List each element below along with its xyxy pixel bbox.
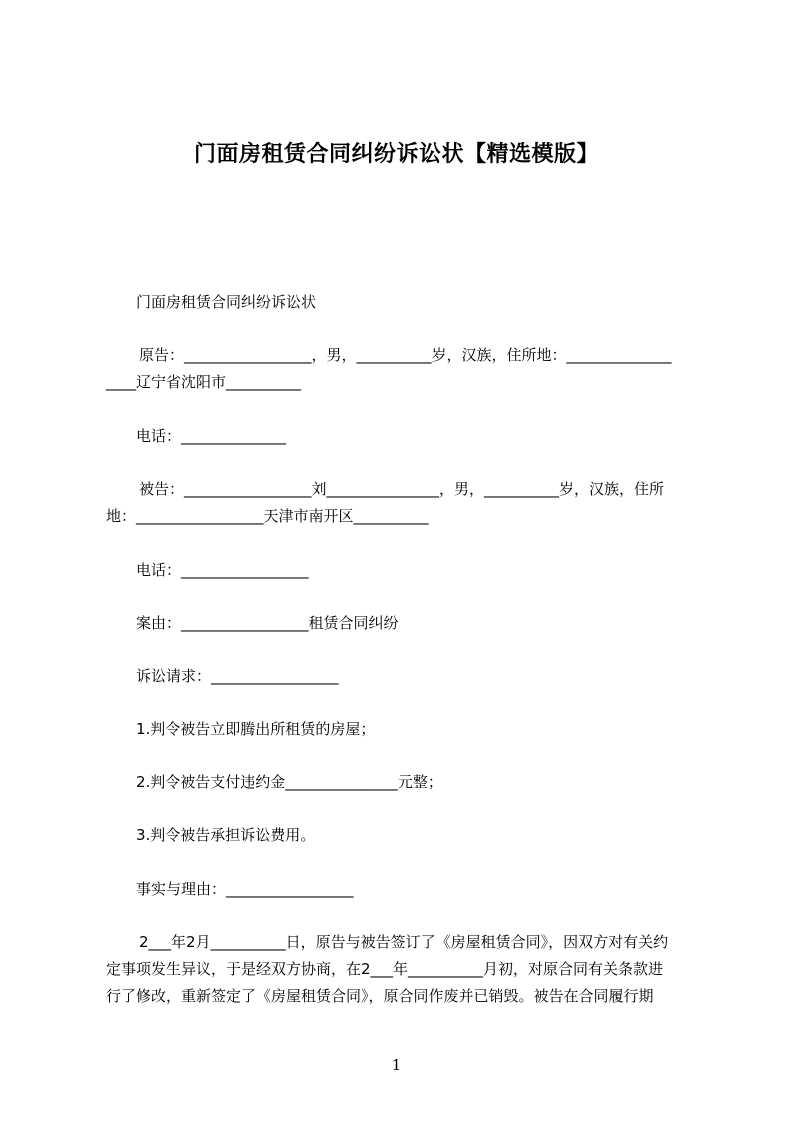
plaintiff-line-1: 原告：_________________，男，__________岁，汉族，住所地：______________ <box>139 346 672 364</box>
case-cause: 案由：_________________租赁合同纠纷 <box>136 614 399 632</box>
plaintiff-phone: 电话：______________ <box>136 427 287 445</box>
plaintiff-line-2: ____辽宁省沈阳市__________ <box>106 373 302 391</box>
document-subtitle: 门面房租赁合同纠纷诉讼状 <box>136 293 317 311</box>
claim-item-1: 1.判令被告立即腾出所租赁的房屋； <box>136 720 376 738</box>
facts-heading: 事实与理由：_________________ <box>136 880 354 898</box>
document-title: 门面房租赁合同纠纷诉讼状【精选模版】 <box>193 142 599 167</box>
facts-paragraph-line-1: 2___年2月__________日，原告与被告签订了《房屋租赁合同》，因双方对有关约 <box>139 933 669 951</box>
claim-item-2: 2.判令被告支付违约金_______________元整； <box>136 773 443 791</box>
claims-heading: 诉讼请求：_________________ <box>136 667 339 685</box>
facts-paragraph-line-3: 行了修改，重新签定了《房屋租赁合同》，原合同作废并已销毁。被告在合同履行期 <box>106 987 654 1005</box>
defendant-line-2: 地：_________________天津市南开区__________ <box>106 507 429 525</box>
claim-item-3: 3.判令被告承担诉讼费用。 <box>136 826 316 844</box>
defendant-line-1: 被告：_________________刘_______________，男，__________岁，汉族，住所 <box>139 480 665 498</box>
facts-paragraph-line-2: 定事项发生异议，于是经双方协商，在2___年__________月初，对原合同有关条款进 <box>106 960 664 978</box>
page-number: 1 <box>391 1056 402 1074</box>
defendant-phone: 电话：_________________ <box>136 561 309 579</box>
